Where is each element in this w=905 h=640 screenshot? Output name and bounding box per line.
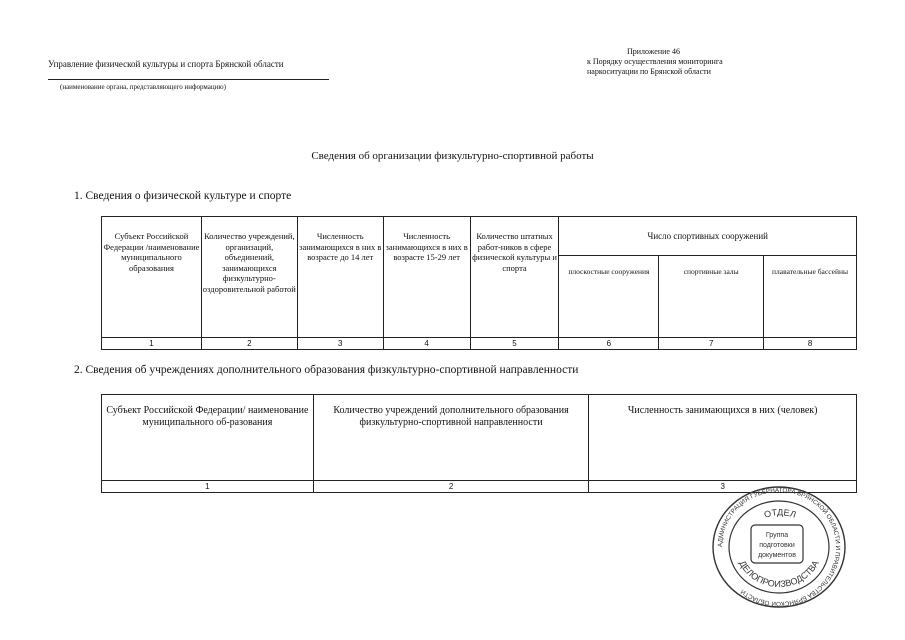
col-participants: Численность занимающихся в них (человек) — [589, 395, 857, 481]
col-number: 4 — [383, 338, 470, 350]
col-number: 1 — [102, 338, 202, 350]
col-subject: Субъект Российской Федерации/ наименование муниципального об-разования — [102, 395, 314, 481]
col-number: 1 — [102, 481, 314, 493]
organization-caption: (наименование органа, представляющего информацию) — [60, 83, 226, 91]
col-sport-halls: спортивные залы — [659, 256, 764, 338]
col-number: 6 — [559, 338, 659, 350]
education-table — [101, 394, 857, 493]
appendix-line-1: к Порядку осуществления мониторинга — [587, 57, 723, 66]
stamp-ring-text: АДМИНИСТРАЦИЯ ГУБЕРНАТОРА БРЯНСКОЙ ОБЛАСТИ И ПРАВИТЕЛЬСТВА БРЯНСКОЙ ОБЛАСТИ — [716, 486, 842, 608]
col-institutions: Количество учреждений дополнительного образования физкультурно-спортивной направленности — [313, 395, 589, 481]
col-staff: Количество штатных работ-ников в сфере физической культуры и спорта — [470, 217, 559, 338]
organization-name: Управление физической культуры и спорта Брянской области — [48, 59, 284, 69]
appendix-block — [587, 47, 723, 77]
stamp-center-line-3: документов — [758, 552, 796, 559]
col-subject: Субъект Российской Федерации /наименование муниципального образования — [102, 217, 202, 338]
stamp-office-text: ДЕЛОПРОИЗВОДСТВА — [737, 558, 821, 590]
col-number: 7 — [659, 338, 764, 350]
svg-text:ОТДЕЛ — [763, 507, 797, 520]
stamp-dept-text: ОТДЕЛ — [762, 507, 798, 520]
document-title: Сведения об организации физкультурно-спортивной работы — [311, 150, 594, 162]
col-number: 2 — [201, 338, 297, 350]
appendix-line-2: наркоситуации по Брянской области — [587, 67, 711, 76]
col-number: 3 — [589, 481, 857, 493]
col-pools: плавательные бассейны — [764, 256, 857, 338]
col-under14: Численность занимающихся в них в возрасте до 14 лет — [297, 217, 383, 338]
official-stamp — [709, 485, 849, 610]
col-number: 2 — [313, 481, 589, 493]
section1-heading: 1. Сведения о физической культуре и спорте — [74, 190, 292, 202]
col-number: 3 — [297, 338, 383, 350]
col-facilities-group: Число спортивных сооружений — [559, 217, 857, 256]
appendix-title: Приложение 46 — [627, 47, 680, 56]
organization-underline — [48, 79, 329, 80]
sports-table — [101, 216, 857, 350]
col-institutions: Количество учреждений, организаций, объединений, занимающихся физкультурно-оздоровительной работой — [201, 217, 297, 338]
col-number: 5 — [470, 338, 559, 350]
col-number: 8 — [764, 338, 857, 350]
stamp-center-line-2: подготовки — [759, 542, 795, 549]
col-15-29: Численность занимающихся в них в возрасте 15-29 лет — [383, 217, 470, 338]
col-flat-facilities: плоскостные сооружения — [559, 256, 659, 338]
stamp-center-line-1: Группа — [765, 532, 789, 539]
section2-heading: 2. Сведения об учреждениях дополнительного образования физкультурно-спортивной направленности — [74, 364, 579, 376]
